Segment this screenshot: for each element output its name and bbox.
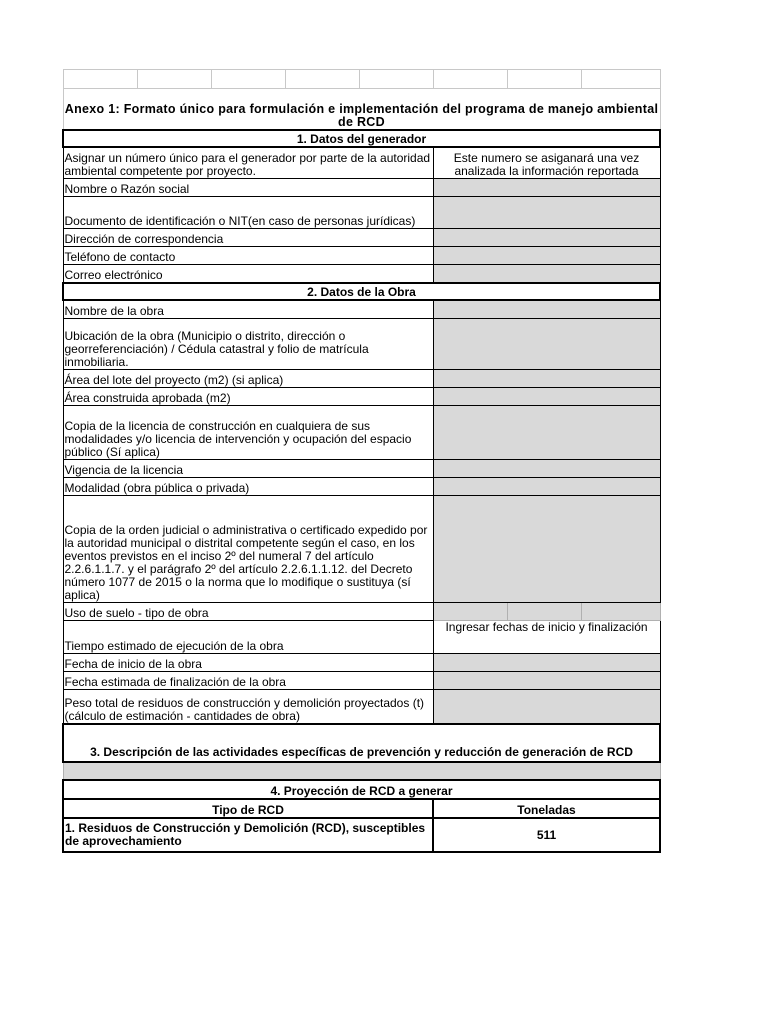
label-nombre-obra: Nombre de la obra — [63, 300, 433, 319]
rcd-form-table — [62, 69, 661, 853]
column-header-toneladas: Toneladas — [433, 799, 660, 818]
label-modalidad: Modalidad (obra pública o privada) — [63, 478, 433, 496]
input-nombre-razon-social[interactable] — [433, 179, 660, 197]
label-correo: Correo electrónico — [63, 265, 433, 284]
label-numero-unico: Asignar un número único para el generador por parte de la autoridad ambiental competente por proyecto. — [63, 147, 433, 179]
input-area-lote[interactable] — [433, 370, 660, 388]
section-header-descripcion: 3. Descripción de las actividades específicas de prevención y reducción de generación de RCD — [63, 724, 660, 762]
label-area-lote: Área del lote del proyecto (m2) (si aplica) — [63, 370, 433, 388]
input-uso-suelo-1[interactable] — [433, 603, 507, 621]
label-fecha-inicio: Fecha de inicio de la obra — [63, 654, 433, 672]
input-correo[interactable] — [433, 265, 660, 284]
label-direccion: Dirección de correspondencia — [63, 229, 433, 247]
input-peso-total[interactable] — [433, 690, 660, 725]
input-direccion[interactable] — [433, 229, 660, 247]
section-header-obra: 2. Datos de la Obra — [63, 283, 660, 300]
column-header-tipo-rcd: Tipo de RCD — [63, 799, 433, 818]
input-documento-nit[interactable] — [433, 197, 660, 229]
input-modalidad[interactable] — [433, 478, 660, 496]
rcd-tonnes-cell: 511 — [433, 818, 660, 852]
label-peso-total: Peso total de residuos de construcción y demolición proyectados (t) (cálculo de estimación - cantidades de obra) — [63, 690, 433, 725]
form-title: Anexo 1: Formato único para formulación e implementación del programa de manejo ambiental de RCD — [63, 89, 660, 131]
label-vigencia-licencia: Vigencia de la licencia — [63, 460, 433, 478]
label-copia-orden: Copia de la orden judicial o administrativa o certificado expedido por la autoridad municipal o distrital competente según el caso, en los eventos previstos en el inciso 2º del numeral 7 del artículo 2.2.6.1.1.7. y el parágrafo 2º del artículo 2.2.6.1.1.12. del Decreto número 1077 de 2015 o la norma que lo modifique o sustituya (sí aplica) — [63, 496, 433, 603]
value-tiempo-ejecucion: Ingresar fechas de inicio y finalización — [433, 621, 660, 654]
label-copia-licencia: Copia de la licencia de construcción en cualquiera de sus modalidades y/o licencia de intervención y ocupación del espacio público (Sí aplica) — [63, 406, 433, 460]
input-nombre-obra[interactable] — [433, 300, 660, 319]
label-tiempo-ejecucion: Tiempo estimado de ejecución de la obra — [63, 621, 433, 654]
section-header-generador: 1. Datos del generador — [63, 130, 660, 147]
label-area-construida: Área construida aprobada (m2) — [63, 388, 433, 406]
input-uso-suelo-2[interactable] — [507, 603, 581, 621]
label-telefono: Teléfono de contacto — [63, 247, 433, 265]
rcd-type-cell: 1. Residuos de Construcción y Demolición (RCD), susceptibles de aprovechamiento — [63, 818, 433, 852]
input-copia-licencia[interactable] — [433, 406, 660, 460]
label-ubicacion-obra: Ubicación de la obra (Municipio o distrito, dirección o georreferenciación) / Cédula catastral y folio de matrícula inmobiliaria. — [63, 319, 433, 370]
input-area-construida[interactable] — [433, 388, 660, 406]
label-fecha-fin: Fecha estimada de finalización de la obra — [63, 672, 433, 690]
label-documento-nit: Documento de identificación o NIT(en caso de personas jurídicas) — [63, 197, 433, 229]
input-descripcion-actividades[interactable] — [63, 762, 660, 780]
label-nombre-razon-social: Nombre o Razón social — [63, 179, 433, 197]
input-fecha-inicio[interactable] — [433, 654, 660, 672]
input-uso-suelo-3[interactable] — [581, 603, 660, 621]
input-copia-orden[interactable] — [433, 496, 660, 603]
empty-grid-row — [63, 70, 660, 89]
input-telefono[interactable] — [433, 247, 660, 265]
label-uso-suelo: Uso de suelo - tipo de obra — [63, 603, 433, 621]
section-header-proyeccion: 4. Proyección de RCD a generar — [63, 780, 660, 799]
input-vigencia-licencia[interactable] — [433, 460, 660, 478]
input-ubicacion-obra[interactable] — [433, 319, 660, 370]
table-row — [63, 818, 660, 852]
input-fecha-fin[interactable] — [433, 672, 660, 690]
value-numero-unico: Este numero se asiganará una vez analizada la información reportada — [433, 147, 660, 179]
